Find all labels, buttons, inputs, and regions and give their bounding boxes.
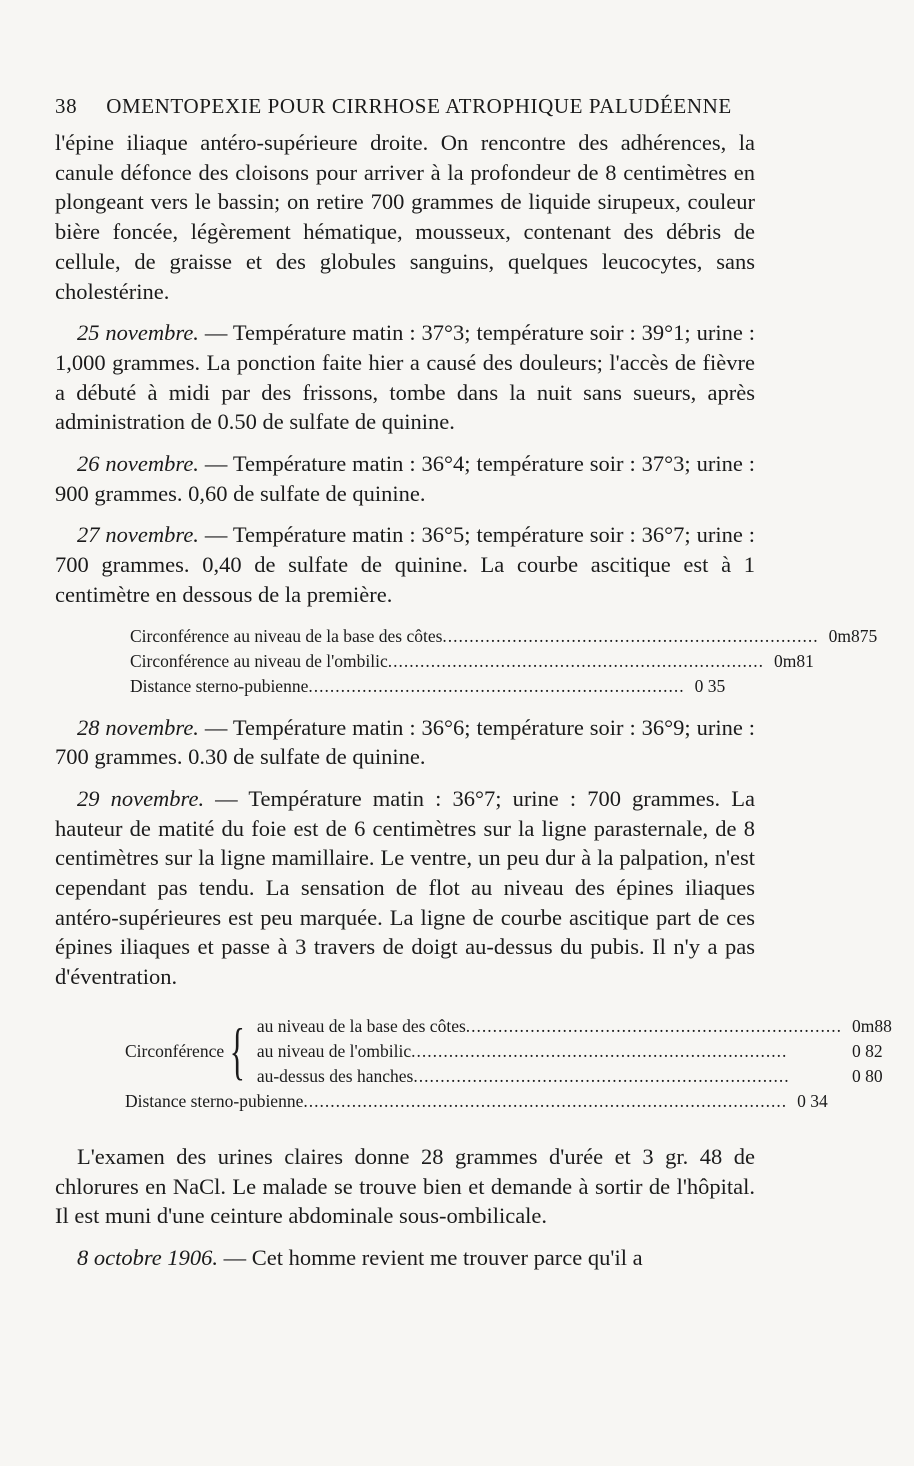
measure-value: 0m875 — [828, 625, 878, 646]
paragraph-continuation: l'épine iliaque antéro-supérieure droite. On rencontre des adhérences, la canule défonce des cloisons pour arriver à la profondeur de 8 centimètres en plongeant vers le bassin; on retire 700 grammes de liquide sirupeux, couleur bière foncée, légèrement hématique, mousseux, contenant des débris de cellule, de graisse et des globules sanguins, quelques leucocytes, sans cholestérine. — [55, 130, 755, 304]
entry-text: — Température matin : 36°4; température soir : 37°3; urine : 900 grammes. 0,60 de sulfate de quinine. — [55, 451, 755, 506]
entry-date: 27 novembre. — [77, 522, 199, 548]
measure-label: au-dessus des hanches — [256, 1065, 414, 1086]
entry-25-novembre — [55, 318, 755, 437]
page-number: 38 — [55, 94, 78, 118]
entry-text: — Température matin : 36°7; urine : 700 grammes. La hauteur de matité du foie est de 6 centimètres sur la ligne parasternale, de 8 centimètres sur la ligne mamillaire. Le ventre, un peu dur à la palpation, n'est cependant pas tendu. La sensation de flot au niveau des épines iliaques antéro-supérieures est peu marquée. La ligne de courbe ascitique part de ces épines iliaques et passe à 3 travers de doigt au-dessus du pubis. Il n'y a pas d'éventration. — [55, 785, 755, 990]
page — [55, 92, 892, 1273]
group-label: Circonférence — [125, 1040, 225, 1061]
entry-date: 28 novembre. — [77, 714, 199, 740]
entry-text: — Température matin : 37°3; température soir : 39°1; urine : 1,000 grammes. La ponction faite hier a causé des douleurs; l'accès de fièvre a débuté à midi par des frissons, tombe dans la nuit sans sueurs, après administration de 0.50 de sulfate de quinine. — [55, 320, 755, 435]
running-title: OMENTOPEXIE POUR CIRRHOSE ATROPHIQUE PALUDÉENNE — [106, 94, 732, 118]
running-header — [55, 92, 755, 120]
entry-date: 25 novembre. — [77, 320, 199, 346]
measure-label: Circonférence au niveau de la base des côtes — [130, 625, 443, 646]
entry-date: 29 novembre. — [77, 785, 205, 811]
measure-label: au niveau de l'ombilic — [256, 1040, 412, 1061]
measure-label: Distance sterno-pubienne — [125, 1090, 304, 1111]
measure-value: 0m88 — [852, 1015, 892, 1036]
measure-row: Distance sterno-pubienne ...................................................................... 0 35 — [130, 674, 690, 699]
measure-label: Distance sterno-pubienne — [130, 675, 309, 696]
entry-text: — Cet homme revient me trouver parce qu'il a — [218, 1244, 643, 1270]
measure-label: Circonférence au niveau de l'ombilic — [130, 650, 388, 671]
entry-28-novembre — [55, 713, 755, 772]
entry-date: 8 octobre 1906. — [77, 1244, 219, 1270]
measure-value: 0 82 — [852, 1040, 883, 1061]
measure-value: 0 35 — [694, 675, 726, 696]
measure-row: au-dessus des hanches ...................................................................... 0 80 — [257, 1064, 914, 1089]
entry-26-novembre — [55, 449, 755, 508]
entry-text: — Température matin : 36°6; température soir : 36°9; urine : 700 grammes. 0.30 de sulfate de quinine. — [55, 714, 755, 770]
paragraph-urines: L'examen des urines claires donne 28 grammes d'urée et 3 gr. 48 de chlorures en NaCl. Le malade se trouve bien et demande à sortir de l'hôpital. Il est muni d'une ceinture abdominale sous-ombilicale. — [55, 1143, 755, 1229]
brace: { — [229, 1015, 246, 1087]
measure-value: 0 80 — [852, 1065, 883, 1086]
entry-date: 26 novembre. — [77, 451, 199, 477]
entry-27-novembre — [55, 520, 755, 609]
measure-row: Circonférence au niveau de la base des côtes ...................................................................... 0m875 — [130, 624, 690, 649]
measure-value: 0m81 — [774, 650, 814, 671]
measurements-table-1 — [130, 624, 878, 699]
measure-row: au niveau de l'ombilic ...................................................................... 0 82 — [257, 1039, 914, 1064]
measure-label: au niveau de la base des côtes — [256, 1015, 466, 1036]
measure-row: Circonférence au niveau de l'ombilic ...................................................................... 0m81 — [130, 649, 690, 674]
measure-row: Distance sterno-pubienne .......................................................................................... 0 34 — [125, 1089, 695, 1114]
measurements-table-2 — [125, 1014, 892, 1114]
entry-8-octobre-1906 — [55, 1243, 755, 1273]
measure-row: au niveau de la base des côtes ...................................................................... 0m88 — [257, 1014, 914, 1039]
circonference-group — [125, 1014, 892, 1089]
measure-value: 0 34 — [797, 1090, 828, 1111]
entry-text: — Température matin : 36°5; température soir : 36°7; urine : 700 grammes. 0,40 de sulfate de quinine. La courbe ascitique est à 1 centimètre en dessous de la première. — [55, 522, 755, 607]
entry-29-novembre — [55, 784, 755, 992]
